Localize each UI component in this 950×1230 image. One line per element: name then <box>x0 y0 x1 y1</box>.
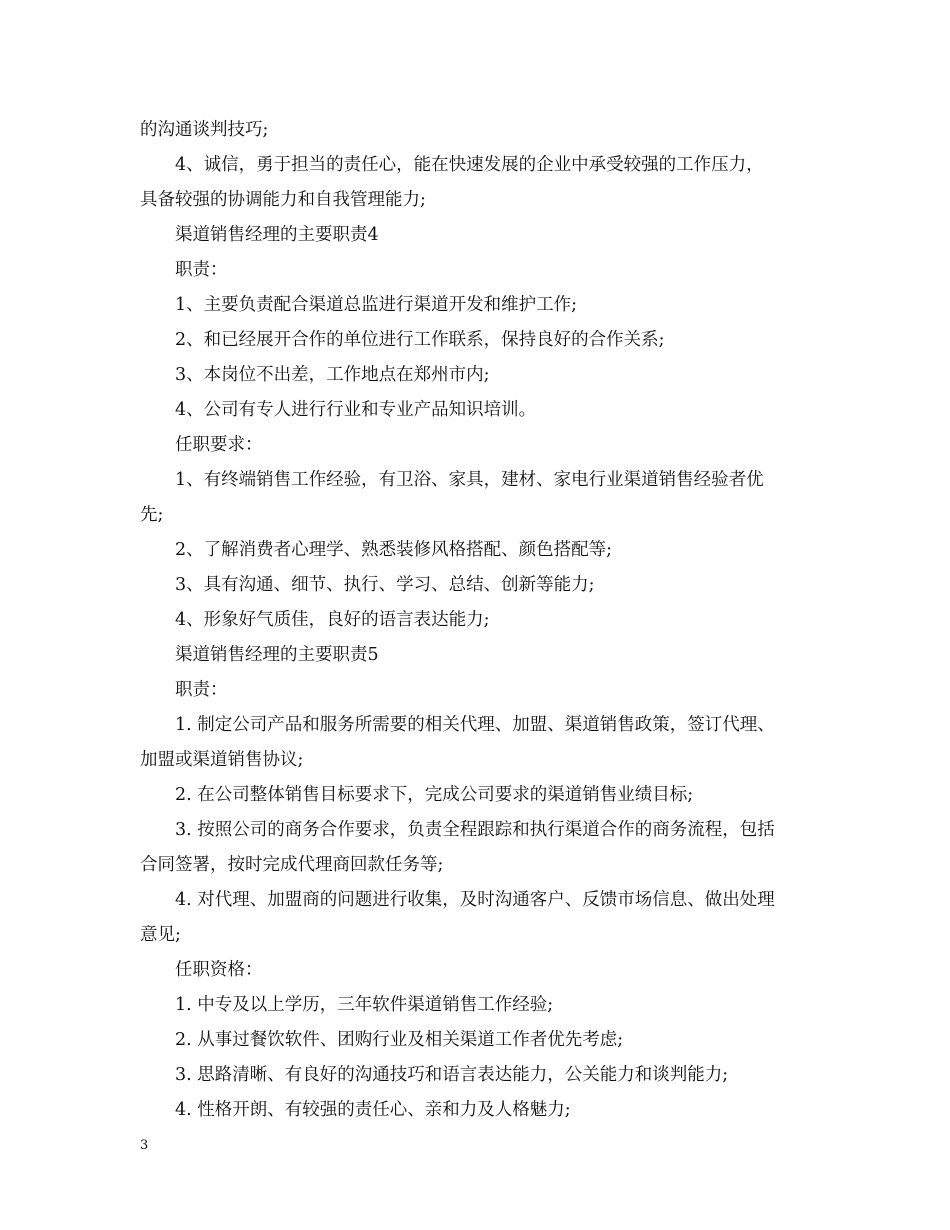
subsection-heading: 职责： <box>175 260 228 280</box>
paragraph-line: 加盟或渠道销售协议; <box>140 750 304 770</box>
paragraph-line: 合同签署，按时完成代理商回款任务等; <box>140 855 444 875</box>
paragraph-line: 1. 中专及以上学历，三年软件渠道销售工作经验; <box>175 995 554 1015</box>
paragraph-line: 1、主要负责配合渠道总监进行渠道开发和维护工作; <box>175 295 578 315</box>
subsection-heading: 任职资格： <box>175 960 263 980</box>
paragraph-line: 具备较强的协调能力和自我管理能力; <box>140 190 426 210</box>
paragraph-line: 3. 思路清晰、有良好的沟通技巧和语言表达能力，公关能力和谈判能力; <box>175 1065 729 1085</box>
paragraph-line: 的沟通谈判技巧; <box>140 120 269 140</box>
paragraph-line: 1. 制定公司产品和服务所需要的相关代理、加盟、渠道销售政策，签订代理、 <box>175 715 775 735</box>
paragraph-line: 4. 性格开朗、有较强的责任心、亲和力及人格魅力; <box>175 1100 571 1120</box>
paragraph-line: 3、本岗位不出差，工作地点在郑州市内; <box>175 365 490 385</box>
paragraph-line: 3、具有沟通、细节、执行、学习、总结、创新等能力; <box>175 575 595 595</box>
paragraph-line: 4、公司有专人进行行业和专业产品知识培训。 <box>175 400 537 420</box>
paragraph-line: 2、和已经展开合作的单位进行工作联系，保持良好的合作关系; <box>175 330 665 350</box>
paragraph-line: 4、诚信，勇于担当的责任心，能在快速发展的企业中承受较强的工作压力， <box>175 155 764 175</box>
section-heading: 渠道销售经理的主要职责5 <box>175 645 379 665</box>
subsection-heading: 任职要求： <box>175 435 263 455</box>
paragraph-line: 1、有终端销售工作经验，有卫浴、家具，建材、家电行业渠道销售经验者优 <box>175 470 764 490</box>
subsection-heading: 职责： <box>175 680 228 700</box>
paragraph-line: 3. 按照公司的商务合作要求，负责全程跟踪和执行渠道合作的商务流程，包括 <box>175 820 775 840</box>
paragraph-line: 4、形象好气质佳，良好的语言表达能力; <box>175 610 490 630</box>
paragraph-line: 意见; <box>140 925 181 945</box>
paragraph-line: 先; <box>140 505 164 525</box>
section-heading: 渠道销售经理的主要职责4 <box>175 225 379 245</box>
paragraph-line: 2、了解消费者心理学、熟悉装修风格搭配、颜色搭配等; <box>175 540 613 560</box>
paragraph-line: 2. 从事过餐饮软件、团购行业及相关渠道工作者优先考虑; <box>175 1030 624 1050</box>
page-number: 3 <box>140 1138 149 1153</box>
paragraph-line: 2. 在公司整体销售目标要求下，完成公司要求的渠道销售业绩目标; <box>175 785 694 805</box>
paragraph-line: 4. 对代理、加盟商的问题进行收集，及时沟通客户、反馈市场信息、做出处理 <box>175 890 775 910</box>
